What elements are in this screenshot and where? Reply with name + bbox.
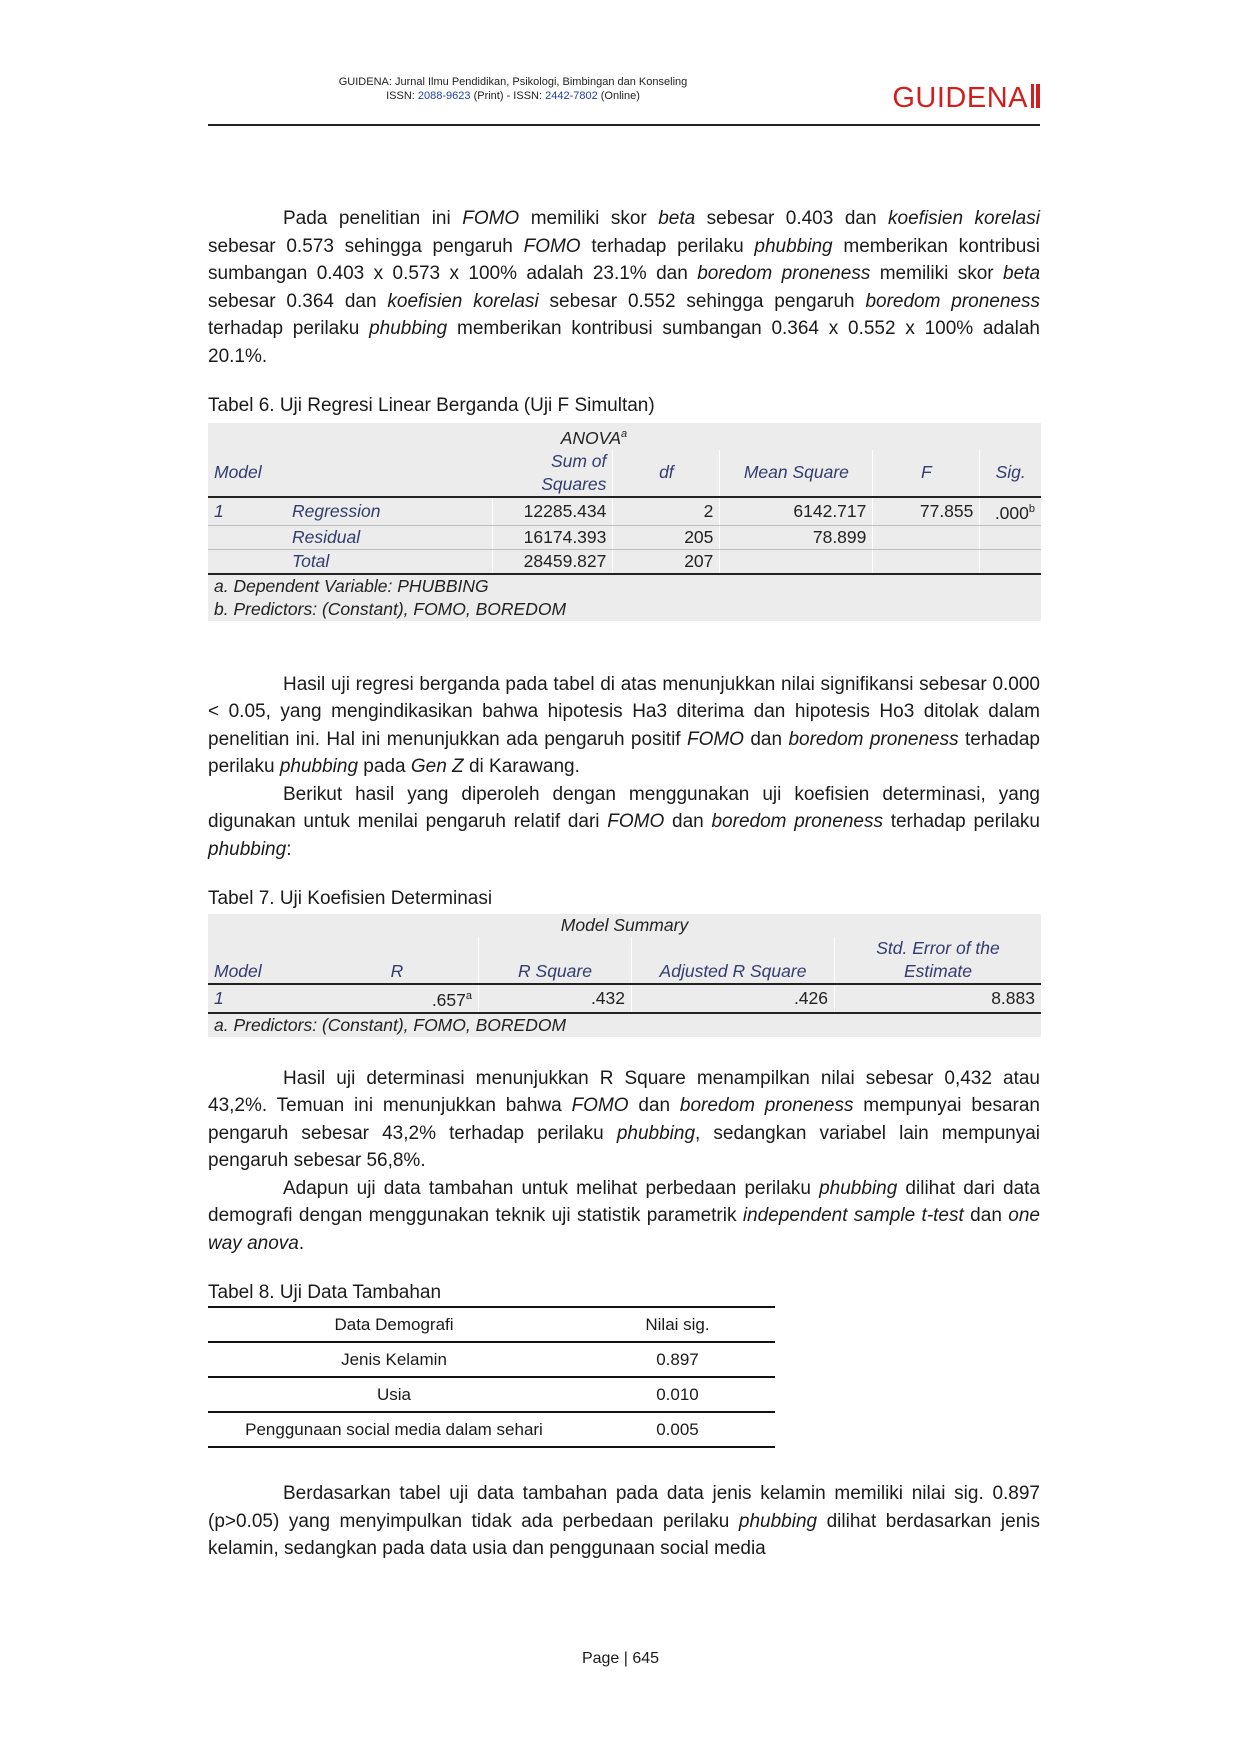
- cell-r: .657$^a$: [316, 984, 479, 1013]
- header-model: Model: [208, 450, 492, 497]
- model-number: 1: [214, 988, 224, 1009]
- table-note-a: a. Dependent Variable: PHUBBING: [208, 574, 1041, 598]
- header-r: R: [316, 960, 479, 984]
- page-number: Page | 645: [581, 1650, 660, 1667]
- paragraph-regression-result: Hasil uji regresi berganda pada tabel di atas menunjukkan nilai signifikansi sebesar 0.000 < 0.05, yang mengindikasikan bahwa hipotesis Ha3 diterima dan hipotesis Ho3 ditolak dalam penelitian ini. Hal ini menunjukkan ada pengaruh positif FOMO dan boredom proneness terhadap perilaku phubbing pada Gen Z di Karawang.: [208, 673, 1040, 778]
- issn-label: ISSN:: [386, 90, 415, 102]
- header-se-line2: Estimate: [835, 960, 1042, 984]
- cell-ss: 16174.393: [492, 525, 613, 549]
- header-demografi: Data Demografi: [208, 1307, 580, 1342]
- cell-df: 2: [613, 497, 720, 525]
- header-nilai-sig: Nilai sig.: [580, 1307, 775, 1342]
- cell-sig: .000$^b$: [980, 497, 1041, 525]
- cell-df: 205: [613, 525, 720, 549]
- paragraph-determination-result: Hasil uji determinasi menunjukkan R Square menampilkan nilai sebesar 0,432 atau 43,2%. Temuan ini menunjukkan bahwa FOMO dan boredom proneness mempunyai besaran pengaruh sebesar 43,2% terhadap perilaku phubbing, sedangkan variabel lain mempunyai pengaruh sebesar 56,8%.: [208, 1067, 1041, 1172]
- table-row: [208, 549, 1041, 574]
- header-f: F: [873, 450, 980, 497]
- table-row: [208, 1377, 775, 1412]
- header-model: Model: [208, 960, 316, 984]
- cell-df: 207: [613, 549, 720, 574]
- anova-table: [208, 423, 1041, 621]
- header-sig: Sig.: [980, 450, 1041, 497]
- page-header: [208, 72, 1040, 126]
- row-label: Total: [286, 549, 492, 574]
- row-label: Regression: [286, 497, 492, 525]
- header-ss: Sum of Squares: [492, 450, 613, 497]
- table-row: [208, 525, 1041, 549]
- table-note-b: b. Predictors: (Constant), FOMO, BOREDOM: [214, 598, 567, 619]
- table7-caption: Tabel 7. Uji Koefisien Determinasi: [208, 888, 493, 910]
- cell-demografi: Jenis Kelamin: [208, 1342, 580, 1377]
- table-row: [208, 1342, 775, 1377]
- cell-sig: 0.897: [580, 1342, 775, 1377]
- anova-title: ANOVA$^a$: [560, 427, 628, 448]
- header-r-square: R Square: [479, 960, 632, 984]
- cell-std-error: 8.883: [991, 988, 1035, 1009]
- demographic-table: [208, 1306, 775, 1448]
- table-row: [208, 497, 1041, 525]
- journal-name: GUIDENA: Jurnal Ilmu Pendidikan, Psikologi, Bimbingan dan Konseling: [338, 76, 688, 88]
- paragraph-contribution: Pada penelitian ini FOMO memiliki skor beta sebesar 0.403 dan koefisien korelasi sebesar 0.573 sehingga pengaruh FOMO terhadap perilaku phubbing memberikan kontribusi sumbangan 0.403 x 0.573 x 100% adalah 23.1% dan boredom proneness memiliki skor beta sebesar 0.364 dan koefisien korelasi sebesar 0.552 sehingga pengaruh boredom proneness terhadap perilaku phubbing memberikan kontribusi sumbangan 0.364 x 0.552 x 100% adalah 20.1%.: [208, 208, 1041, 367]
- logo-bars-icon: [1031, 84, 1040, 108]
- paragraph-additional-test: Adapun uji data tambahan untuk melihat perbedaan perilaku phubbing dilihat dari data demografi dengan menggunakan teknik uji statistik parametrik independent sample t-test dan one way anova.: [208, 1177, 1040, 1254]
- cell-sig: 0.010: [580, 1377, 775, 1412]
- cell-sig: 0.005: [580, 1412, 775, 1447]
- paragraph-determination-intro: Berikut hasil yang diperoleh dengan menggunakan uji koefisien determinasi, yang digunakan untuk menilai pengaruh relatif dari FOMO dan boredom proneness terhadap perilaku phubbing:: [208, 783, 1040, 860]
- cell-ms: 78.899: [720, 525, 873, 549]
- cell-ss: 28459.827: [492, 549, 613, 574]
- table-row: [208, 984, 1041, 1013]
- model-summary-title: Model Summary: [560, 915, 689, 936]
- header-se-line1: Std. Error of the: [876, 938, 1000, 959]
- online-label: (Online): [600, 90, 640, 102]
- header-ms: Mean Square: [720, 450, 873, 497]
- table8-caption: Tabel 8. Uji Data Tambahan: [208, 1282, 442, 1304]
- table-note-a: a. Predictors: (Constant), FOMO, BOREDOM: [208, 1013, 1041, 1037]
- cell-demografi: Usia: [208, 1377, 580, 1412]
- table-row: [208, 1412, 775, 1447]
- cell-r-square: .432: [479, 984, 632, 1013]
- header-adjusted-r-square: Adjusted R Square: [632, 960, 835, 984]
- model-summary-table: [208, 914, 1041, 1037]
- print-label: (Print) - ISSN:: [473, 90, 543, 102]
- paragraph-demographic-result: Berdasarkan tabel uji data tambahan pada data jenis kelamin memiliki nilai sig. 0.897 (p>0.05) yang menyimpulkan tidak ada perbedaan perilaku phubbing dilihat berdasarkan jenis kelamin, sedangkan pada data usia dan penggunaan social media: [208, 1483, 1040, 1560]
- cell-ms: 6142.717: [720, 497, 873, 525]
- issn-print[interactable]: 2088-9623: [417, 90, 471, 102]
- header-df: df: [613, 450, 720, 497]
- table6-caption: Tabel 6. Uji Regresi Linear Berganda (Uji F Simultan): [208, 395, 655, 416]
- model-number: 1: [208, 497, 286, 525]
- cell-adjusted-r-square: .426: [632, 984, 835, 1013]
- cell-f: 77.855: [873, 497, 980, 525]
- issn-online[interactable]: 2442-7802: [545, 90, 598, 102]
- logo-text: GUIDENA: [892, 82, 1028, 114]
- issn-line: [208, 90, 818, 102]
- cell-ss: 12285.434: [492, 497, 613, 525]
- journal-logo: [892, 82, 1040, 115]
- article-body: [208, 205, 1040, 1563]
- cell-demografi: Penggunaan social media dalam sehari: [208, 1412, 580, 1447]
- row-label: Residual: [286, 525, 492, 549]
